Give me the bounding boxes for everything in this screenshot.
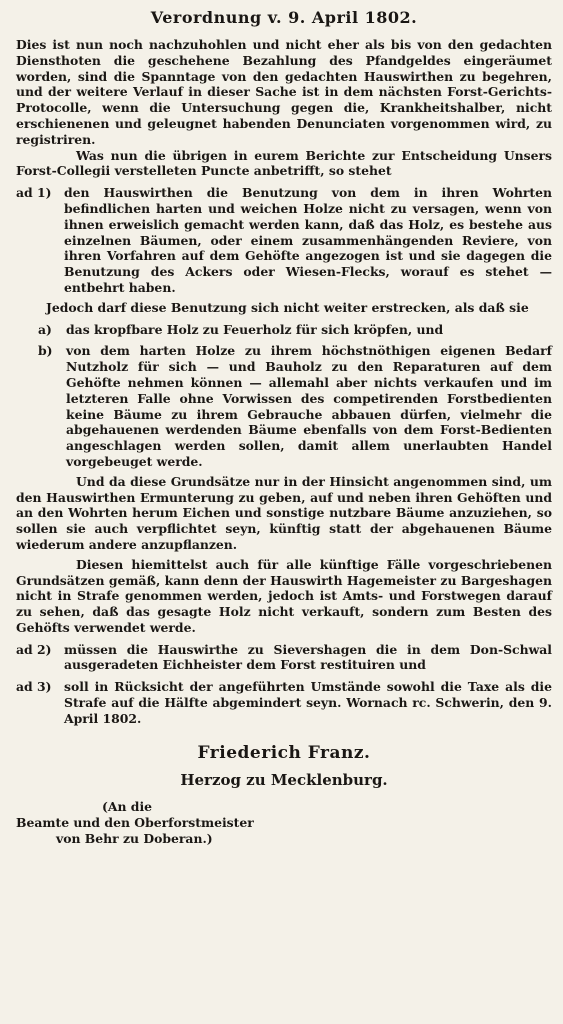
list-label: ad 1) — [16, 185, 52, 201]
paragraph-4: Diesen hiemittelst auch für alle künftige Fälle vorgeschriebenen Grundsätzen gemäß, kann denn der Hauswirth Hagemeister zu Bargeshagen nicht in Strafe genommen werden, jedoch ist Amts- und Forstwegen darauf zu sehen, daß das gesagte Holz nicht verkauft, sondern zum Besten des Gehöfts verwendet werde. — [16, 556, 552, 635]
sub-text: das kropfbare Holz zu Feuerholz für sich kröpfen, und — [66, 321, 444, 337]
paragraph-1: Dies ist nun noch nachzuhohlen und nicht eher als bis von den gedachten Diensthoten die geschehene Bezahlung des Pfandgeldes eingeräumet worden, sind die Spanntage von den gedachten Hauswirthen zu begehren, und der weitere Verlauf in dieser Sache ist in dem nächsten Forst-Gerichts-Protocolle, wenn die Untersuchung gegen die, Krankheitshalber, nicht erschienenen und geleugnet habenden Denunciaten vorgenommen wird, zu registriren. — [16, 37, 552, 147]
address-block — [16, 799, 552, 847]
sub-text: von dem harten Holze zu ihrem höchstnöthigen eigenen Bedarf Nutzholz für sich — und Bauholz zu den Reparaturen auf dem Gehöfte nehmen können — allemahl aber nichts verkaufen und im letzteren Falle ohne Vorwissen des competirenden Forstbedienten keine Bäume zu ihrem Gebrauche abbauen dürfen, vielmehr die abgehauenen werdenden Bäume ebenfalls von dem Forst-Bedienten angeschlagen werden sollen, damit allem unerlaubten Handel vorgebeuget werde. — [66, 343, 552, 469]
paragraph-3: Und da diese Grundsätze nur in der Hinsicht angenommen sind, um den Hauswirthen Ermunterung zu geben, auf und neben ihren Gehöften und an den Wohrten herum Eichen und sonstige nutzbare Bäume anzuziehen, so sollen sie auch verpflichtet seyn, künftig statt der abgehauenen Bäume wiederum andere anzupflanzen. — [16, 473, 552, 552]
document-title: Verordnung v. 9. April 1802. — [150, 8, 418, 27]
address-line-1: (An die — [102, 798, 153, 814]
list-label: ad 3) — [16, 679, 52, 695]
signature-title: Herzog zu Mecklenburg. — [180, 770, 388, 789]
signature-name: Friederich Franz. — [197, 742, 371, 763]
list-item-ad-2 — [16, 642, 552, 674]
sub-item-b — [16, 343, 552, 469]
address-line-2: Beamte und den Oberforstmeister — [16, 814, 254, 830]
address-line-3: von Behr zu Doberan.) — [56, 830, 213, 846]
sub-label: a) — [38, 321, 52, 337]
list-label: ad 2) — [16, 641, 52, 657]
list-text: müssen die Hauswirthe zu Sievershagen die in dem Don-Schwal ausgeradeten Eichheister dem Forst restituiren und — [64, 641, 552, 673]
sub-item-a — [16, 322, 552, 338]
list-item-ad-1 — [16, 185, 552, 296]
list-text: soll in Rücksicht der angeführten Umstände sowohl die Taxe als die Strafe auf die Hälfte abgemindert seyn. Wornach rc. Schwerin, den 9. April 1802. — [64, 679, 552, 726]
jedoch-line: Jedoch darf diese Benutzung sich nicht weiter erstrecken, als daß sie — [46, 299, 529, 315]
list-text: den Hauswirthen die Benutzung von dem in ihren Wohrten befindlichen harten und weichen Holze nicht zu versagen, wenn von ihnen erweislich gemacht werden kann, daß das Holz, es bestehe aus einzelnen Bäumen, oder einem zusammenhängenden Reviere, von ihren Vorfahren auf dem Gehöfte angezogen ist und sie dagegen die Benutzung des Ackers oder Wiesen-Flecks, worauf es stehet — entbehrt haben. — [64, 185, 552, 295]
sub-label: b) — [38, 343, 53, 359]
paragraph-2: Was nun die übrigen in eurem Berichte zur Entscheidung Unsers Forst-Collegii verstelleten Puncte anbetrifft, so stehet — [16, 147, 552, 179]
list-item-ad-3 — [16, 679, 552, 726]
